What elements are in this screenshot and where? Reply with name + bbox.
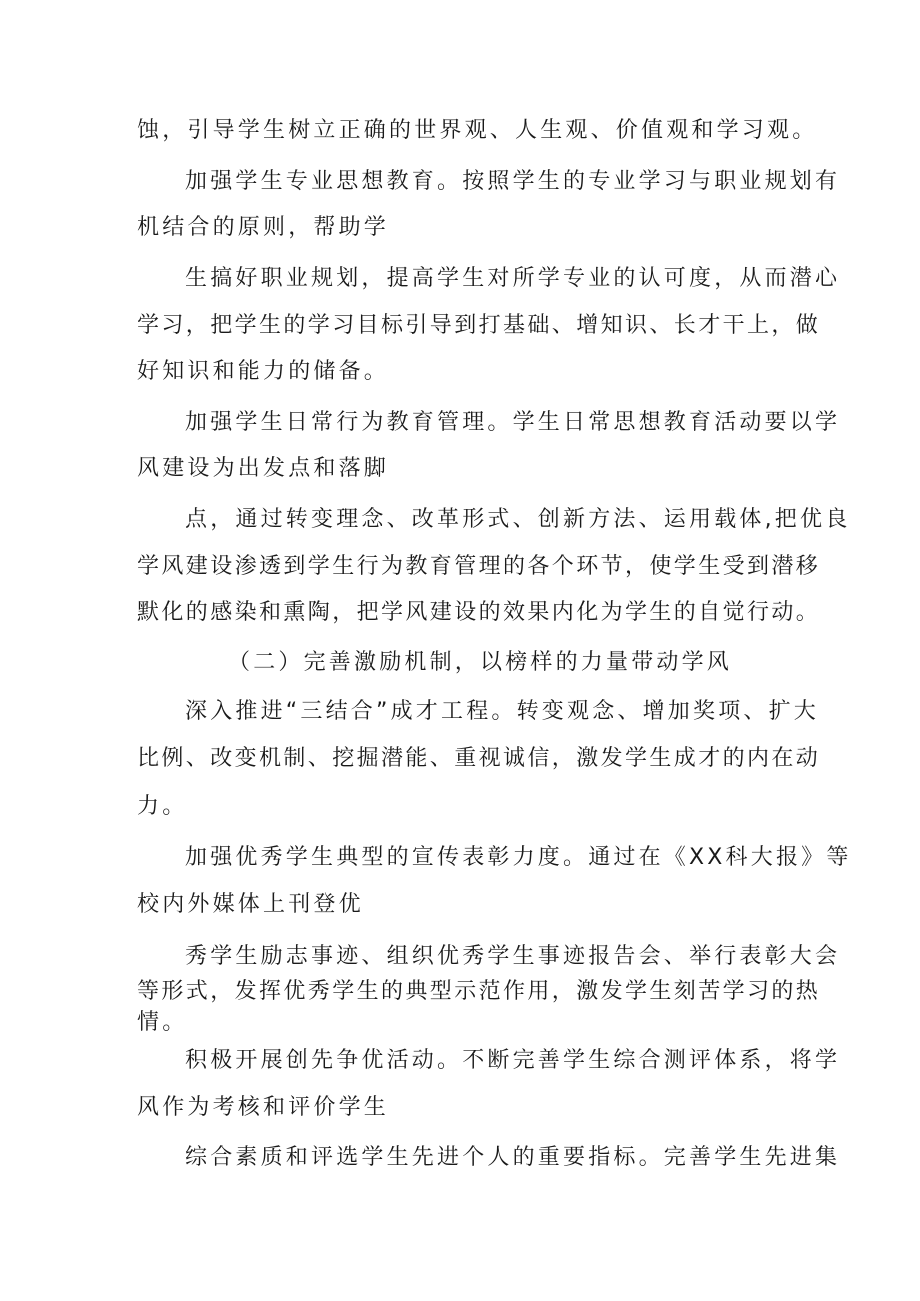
text-line: 风作为考核和评价学生 xyxy=(137,1095,390,1120)
paragraph-start: 加强学生专业思想教育。按照学生的专业学习与职业规划有 xyxy=(185,169,841,194)
text-line: 好知识和能力的储备。 xyxy=(137,359,390,384)
text-line: 力。 xyxy=(137,794,188,819)
paragraph-start: 秀学生励志事迹、组织优秀学生事迹报告会、举行表彰大会 xyxy=(185,944,841,969)
text-line: 机结合的原则，帮助学 xyxy=(137,215,390,240)
paragraph-start: 生搞好职业规划，提高学生对所学专业的认可度，从而潜心 xyxy=(185,266,841,291)
text-line: 学习，把学生的学习目标引导到打基础、增知识、长才干上，做 xyxy=(137,313,821,338)
text-line: 学风建设渗透到学生行为教育管理的各个环节，使学生受到潜移 xyxy=(137,554,821,579)
text-line: 默化的感染和熏陶，把学风建设的效果内化为学生的自觉行动。 xyxy=(137,600,821,625)
text-line: 蚀，引导学生树立正确的世界观、人生观、价值观和学习观。 xyxy=(137,118,818,143)
paragraph-start: 加强优秀学生典型的宣传表彰力度。通过在《XX科大报》等 xyxy=(185,845,852,870)
text-line: 风建设为出发点和落脚 xyxy=(137,456,390,481)
text-line: 等形式，发挥优秀学生的典型示范作用，激发学生刻苦学习的热 xyxy=(137,979,821,1004)
text-line: 情。 xyxy=(137,1010,188,1035)
text-line: 校内外媒体上刊登优 xyxy=(137,892,364,917)
text-line: 比例、改变机制、挖掘潜能、重视诚信，激发学生成才的内在动 xyxy=(137,746,821,771)
paragraph-start: 加强学生日常行为教育管理。学生日常思想教育活动要以学 xyxy=(185,410,841,435)
paragraph-start: 点，通过转变理念、改革形式、创新方法、运用载体,把优良 xyxy=(185,507,851,532)
section-heading: （二）完善激励机制，以榜样的力量带动学风 xyxy=(228,650,733,675)
paragraph-start: 综合素质和评选学生先进个人的重要指标。完善学生先进集 xyxy=(185,1145,841,1170)
paragraph-start: 深入推进“三结合”成才工程。转变观念、增加奖项、扩大 xyxy=(185,699,819,724)
paragraph-start: 积极开展创先争优活动。不断完善学生综合测评体系，将学 xyxy=(185,1048,841,1073)
